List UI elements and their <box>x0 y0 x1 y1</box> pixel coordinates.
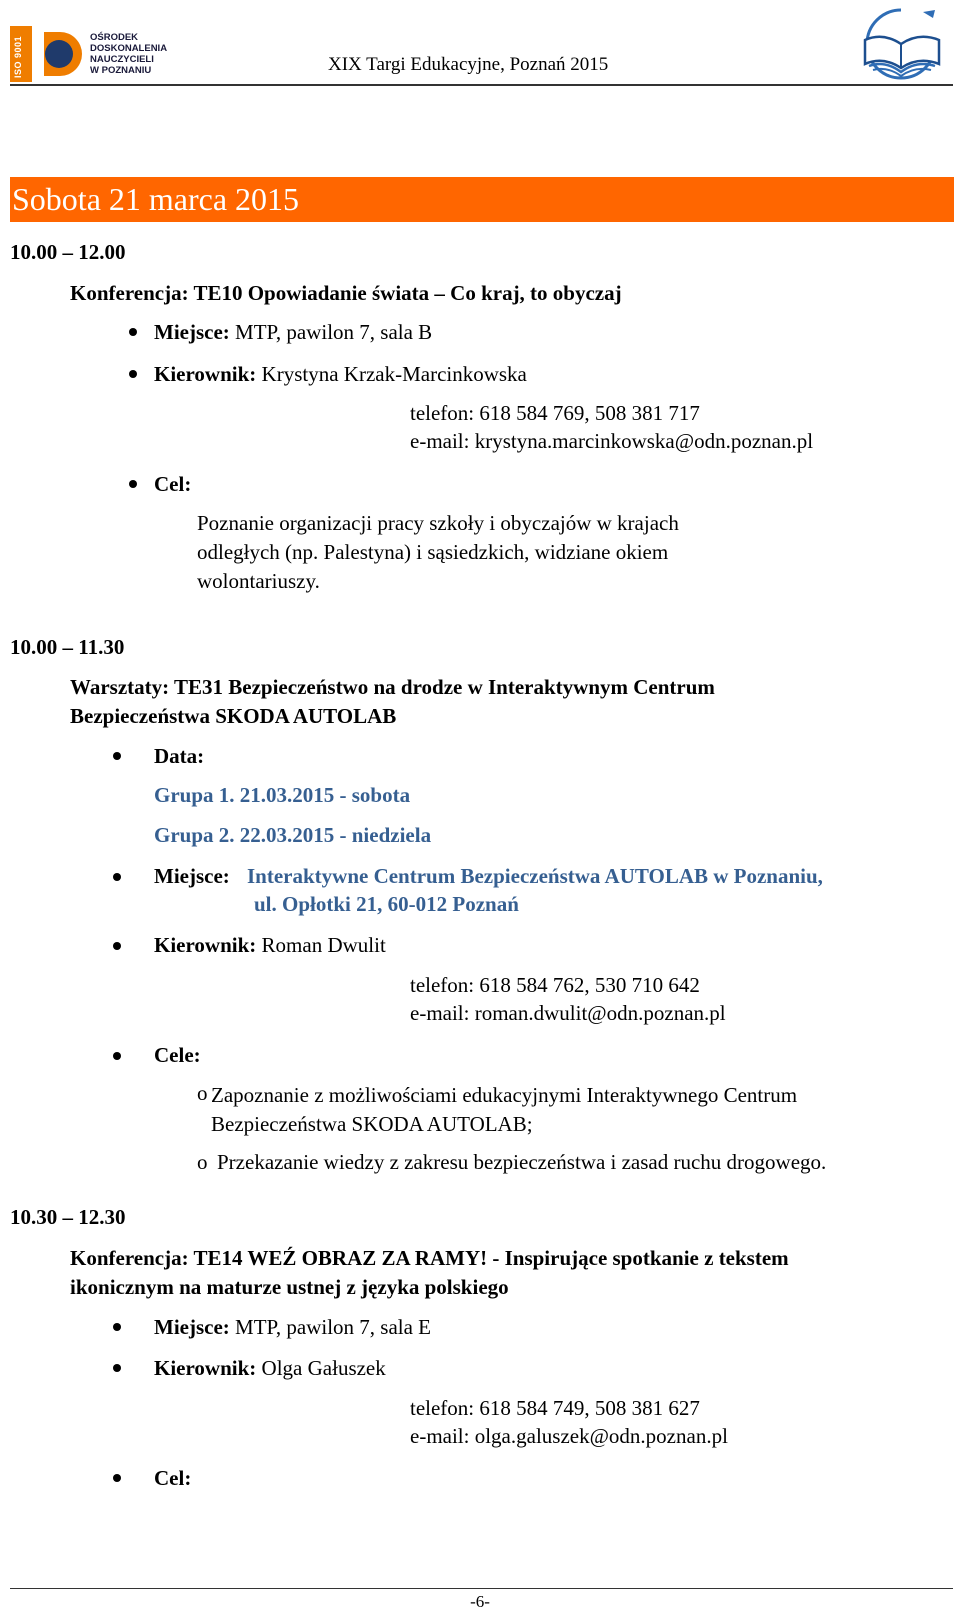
bullet <box>113 1364 121 1372</box>
lead-label: Kierownik: <box>154 933 257 957</box>
goal-line: odległych (np. Palestyna) i sąsiedzkich, widziane okiem <box>197 540 669 564</box>
date-label: Data: <box>154 744 205 768</box>
day-heading: Sobota 21 marca 2015 <box>10 177 954 222</box>
header-title: XIX Targi Edukacyjne, Poznań 2015 <box>328 54 609 75</box>
logo-line: OŚRODEK <box>90 32 139 43</box>
place-row <box>154 320 432 345</box>
group-item: Grupa 1. 21.03.2015 - sobota <box>154 783 411 807</box>
event-time: 10.00 – 12.00 <box>10 240 126 264</box>
goal-marker: o <box>197 1150 208 1174</box>
lead-row <box>154 362 527 387</box>
lead-value: Olga Gałuszek <box>261 1356 386 1380</box>
logo-line: NAUCZYCIELI <box>90 54 154 65</box>
event-title <box>70 1244 950 1302</box>
page-header <box>0 0 960 86</box>
bullet <box>129 328 137 336</box>
goals-label: Cele: <box>154 1043 201 1067</box>
place-value: MTP, pawilon 7, sala B <box>235 320 433 344</box>
bullet <box>113 1323 121 1331</box>
place-label: Miejsce: <box>154 320 230 344</box>
goal-line: Bezpieczeństwa SKODA AUTOLAB; <box>211 1112 533 1136</box>
bullet <box>113 752 121 760</box>
lead-row <box>154 933 386 958</box>
bullet <box>113 873 121 881</box>
bullet <box>129 370 137 378</box>
header-divider <box>10 84 953 86</box>
goal-item: Przekazanie wiedzy z zakresu bezpieczeństwa i zasad ruchu drogowego. <box>217 1150 827 1174</box>
bullet <box>113 942 121 950</box>
odn-logo-text <box>90 32 167 76</box>
event-title: Konferencja: TE10 Opowiadanie świata – Co kraj, to obyczaj <box>70 281 622 305</box>
bullet <box>113 1052 121 1060</box>
title-line: Bezpieczeństwa SKODA AUTOLAB <box>70 704 397 728</box>
email: e-mail: olga.galuszek@odn.poznan.pl <box>410 1424 728 1448</box>
title-line: Warsztaty: TE31 Bezpieczeństwo na drodze w Interaktywnym Centrum <box>70 675 715 699</box>
open-book-logo-icon <box>855 4 947 80</box>
place-value: Interaktywne Centrum Bezpieczeństwa AUTOLAB w Poznaniu, <box>247 864 823 888</box>
lead-row <box>154 1356 386 1381</box>
event-time: 10.30 – 12.30 <box>10 1205 126 1229</box>
lead-value: Krystyna Krzak-Marcinkowska <box>261 362 527 386</box>
iso-badge <box>10 26 32 82</box>
title-line: ikonicznym na maturze ustnej z języka polskiego <box>70 1275 509 1299</box>
lead-label: Kierownik: <box>154 1356 257 1380</box>
place-label: Miejsce: <box>154 1315 230 1339</box>
email: e-mail: roman.dwulit@odn.poznan.pl <box>410 1001 726 1025</box>
place-value: MTP, pawilon 7, sala E <box>235 1315 432 1339</box>
phone: telefon: 618 584 749, 508 381 627 <box>410 1396 700 1420</box>
phone: telefon: 618 584 769, 508 381 717 <box>410 401 700 425</box>
iso-label: ISO 9001 <box>13 35 23 78</box>
logo-line: W POZNANIU <box>90 65 152 76</box>
event-time: 10.00 – 11.30 <box>10 635 125 659</box>
page-number: -6- <box>470 1592 490 1611</box>
lead-value: Roman Dwulit <box>261 933 386 957</box>
title-line: Konferencja: TE14 WEŹ OBRAZ ZA RAMY! - Inspirujące spotkanie z tekstem <box>70 1246 789 1270</box>
goal-line: Zapoznanie z możliwościami edukacyjnymi Interaktywnego Centrum <box>211 1083 798 1107</box>
event-title <box>70 673 950 731</box>
lead-label: Kierownik: <box>154 362 257 386</box>
goal-line: Poznanie organizacji pracy szkoły i obyczajów w krajach <box>197 511 679 535</box>
goal-text <box>197 509 679 596</box>
odn-logo-mark-icon <box>34 28 86 80</box>
bullet <box>129 480 137 488</box>
place-row <box>154 1315 431 1340</box>
place-label: Miejsce: <box>154 864 230 888</box>
goal-item <box>211 1081 797 1139</box>
goal-label: Cel: <box>154 472 192 496</box>
goal-line: wolontariuszy. <box>197 569 320 593</box>
group-item: Grupa 2. 22.03.2015 - niedziela <box>154 823 432 847</box>
logo-line: DOSKONALENIA <box>90 43 168 54</box>
goal-marker: o <box>197 1081 208 1105</box>
goal-label: Cel: <box>154 1466 192 1490</box>
odn-logo <box>10 26 168 82</box>
phone: telefon: 618 584 762, 530 710 642 <box>410 973 700 997</box>
bullet <box>113 1474 121 1482</box>
email: e-mail: krystyna.marcinkowska@odn.poznan.pl <box>410 429 814 453</box>
footer-divider <box>10 1588 953 1589</box>
place-value: ul. Opłotki 21, 60-012 Poznań <box>254 892 519 916</box>
